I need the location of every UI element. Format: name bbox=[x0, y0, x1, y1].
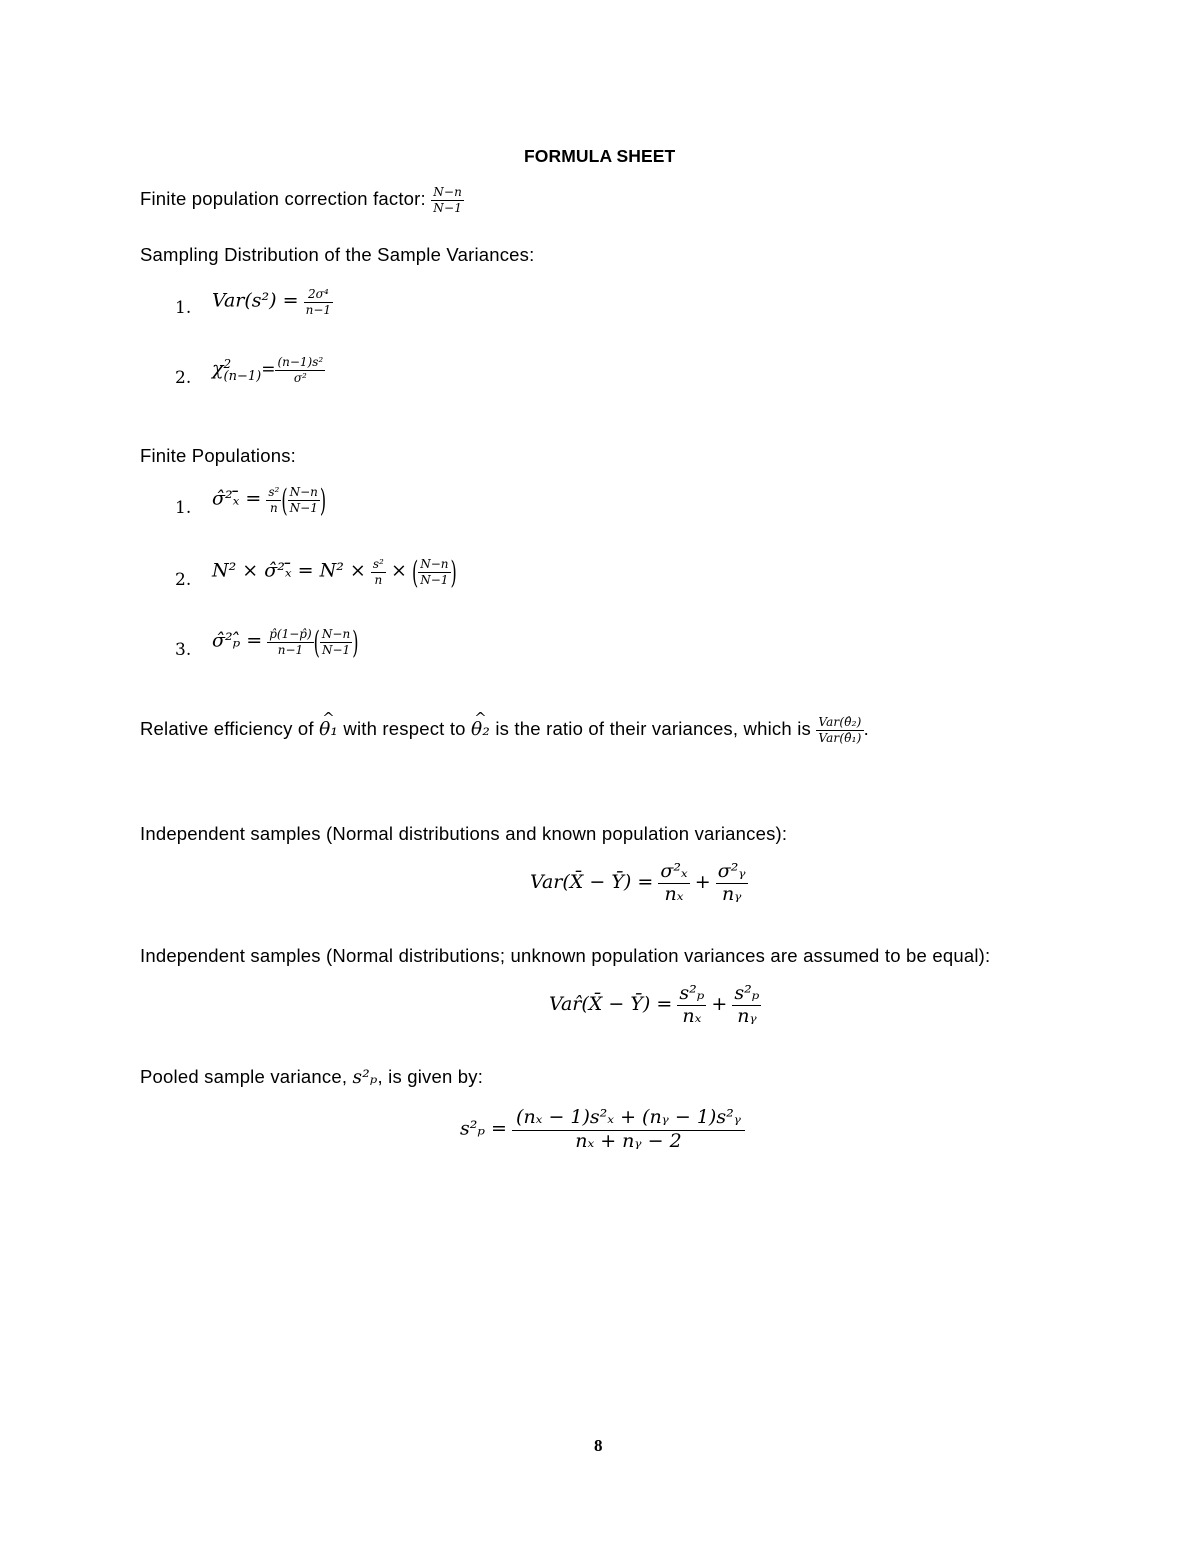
fraction-denominator: σ² bbox=[293, 370, 307, 385]
equals-sign: = bbox=[261, 359, 276, 380]
fraction-numerator: N−n bbox=[321, 627, 351, 641]
sampling-dist-heading: Sampling Distribution of the Sample Variances: bbox=[140, 244, 535, 265]
plus-sign: + bbox=[711, 992, 728, 1015]
sampling-item-1-formula bbox=[212, 288, 333, 316]
formula-lhs: Var(s²) = bbox=[212, 289, 299, 312]
formula-lhs: N² × σ̂²ₓ̄ = N² × bbox=[212, 559, 366, 582]
formula-fraction-2 bbox=[716, 862, 748, 905]
formula-lhs: Var̂(X̄ − Ȳ) = bbox=[549, 992, 673, 1015]
fraction-denominator: n bbox=[270, 500, 278, 515]
formula-lhs: s²ₚ = bbox=[460, 1117, 507, 1140]
times-sign: × bbox=[390, 559, 407, 582]
fraction-numerator: N−n bbox=[433, 185, 463, 199]
fraction-denominator: n−1 bbox=[277, 642, 304, 657]
theta-1-symbol: ^ θ₁ bbox=[319, 719, 338, 740]
fraction-denominator: N−1 bbox=[321, 642, 351, 657]
indep-known-formula bbox=[530, 862, 748, 905]
fraction-numerator: (nₓ − 1)s²ₓ + (nᵧ − 1)s²ᵧ bbox=[512, 1108, 745, 1131]
formula-fraction bbox=[275, 356, 325, 384]
chi-superscript: 2 bbox=[223, 356, 232, 371]
chi-symbol: χ bbox=[212, 357, 224, 380]
pooled-formula bbox=[460, 1108, 745, 1152]
right-paren: ) bbox=[319, 482, 327, 519]
fraction-numerator: s² bbox=[372, 557, 384, 571]
fraction-denominator: n−1 bbox=[305, 302, 332, 317]
sampling-item-1-number: 1. bbox=[175, 298, 192, 318]
formula-fraction bbox=[304, 288, 333, 316]
sampling-item-2-formula bbox=[212, 356, 325, 384]
fraction-denominator: n bbox=[374, 572, 383, 587]
fraction-numerator: (n−1)s² bbox=[277, 355, 324, 369]
indep-unknown-heading: Independent samples (Normal distributions; unknown population variances are assumed to be equal): bbox=[140, 945, 991, 966]
fraction-numerator: σ²ₓ bbox=[660, 860, 688, 882]
page-number: 8 bbox=[594, 1436, 603, 1455]
finite-item-2-formula bbox=[212, 554, 457, 591]
fraction-numerator: N−n bbox=[289, 485, 318, 499]
left-paren: ( bbox=[281, 482, 288, 519]
finite-correction-label: Finite population correction factor: bbox=[140, 187, 426, 209]
finite-correction-line bbox=[140, 186, 464, 214]
formula-fraction-2 bbox=[732, 984, 761, 1027]
fraction-denominator: nₓ bbox=[664, 882, 684, 905]
fraction-numerator: s²ₚ bbox=[734, 982, 760, 1004]
fraction-denominator: nᵧ bbox=[737, 1004, 757, 1027]
fraction-denominator: N−1 bbox=[289, 500, 318, 515]
fraction-numerator: 2σ⁴ bbox=[304, 288, 333, 303]
finite-item-1-number: 1. bbox=[175, 498, 192, 518]
pooled-symbol: s²ₚ bbox=[352, 1067, 378, 1088]
indep-known-heading: Independent samples (Normal distributions and known population variances): bbox=[140, 823, 788, 844]
fraction-denominator: nₓ bbox=[682, 1004, 702, 1027]
right-paren: ) bbox=[352, 624, 359, 661]
finite-item-3-number: 3. bbox=[175, 640, 192, 660]
pooled-text-2: , is given by: bbox=[377, 1066, 484, 1087]
finite-correction-fraction bbox=[431, 186, 464, 214]
fraction-numerator: s²ₚ bbox=[679, 982, 705, 1004]
formula-fraction-1 bbox=[677, 984, 706, 1027]
formula-fraction-1 bbox=[266, 486, 281, 514]
formula-fraction-2 bbox=[288, 486, 320, 514]
fraction-numerator: N−n bbox=[420, 557, 449, 571]
formula-lhs: σ̂²ₓ̄ = bbox=[212, 487, 262, 510]
indep-unknown-formula bbox=[549, 984, 761, 1027]
finite-pop-heading: Finite Populations: bbox=[140, 445, 297, 466]
fraction-numerator: s² bbox=[268, 485, 280, 499]
sampling-item-2-number: 2. bbox=[175, 368, 192, 388]
fraction-numerator: p̂(1−p̂) bbox=[269, 627, 312, 641]
formula-fraction-1 bbox=[658, 862, 689, 905]
formula-fraction-2 bbox=[320, 628, 352, 656]
pooled-heading bbox=[140, 1066, 483, 1088]
fraction-denominator: nᵧ bbox=[721, 882, 742, 905]
formula-fraction-1 bbox=[371, 558, 386, 586]
relative-eff-text-1: Relative efficiency of bbox=[140, 717, 320, 739]
theta-2-symbol: ^ θ₂ bbox=[471, 719, 490, 740]
formula-lhs: Var(X̄ − Ȳ) = bbox=[530, 870, 654, 893]
relative-eff-text-2: with respect to bbox=[338, 717, 472, 739]
formula-lhs: σ̂²ₚ̂ = bbox=[212, 629, 263, 652]
chi-scripts bbox=[224, 358, 262, 383]
fraction-denominator: N−1 bbox=[420, 572, 449, 587]
fraction-numerator: Var(θ̂₂) bbox=[818, 715, 862, 729]
relative-efficiency-line bbox=[140, 716, 869, 744]
left-paren: ( bbox=[313, 624, 320, 661]
fraction-denominator: Var(θ̂₁) bbox=[818, 730, 862, 745]
fraction-denominator: nₓ + nᵧ − 2 bbox=[575, 1129, 682, 1152]
finite-item-1-formula bbox=[212, 482, 327, 519]
pooled-text-1: Pooled sample variance, bbox=[140, 1066, 353, 1087]
right-paren: ) bbox=[450, 554, 457, 591]
fraction-numerator: σ²ᵧ bbox=[717, 860, 746, 882]
formula-fraction-1 bbox=[267, 628, 313, 656]
finite-item-3-formula bbox=[212, 624, 359, 661]
formula-fraction-2 bbox=[418, 558, 450, 586]
relative-eff-period: . bbox=[863, 717, 869, 739]
pooled-fraction bbox=[512, 1108, 745, 1152]
relative-eff-fraction bbox=[816, 716, 863, 744]
page-title: FORMULA SHEET bbox=[524, 146, 676, 166]
chi-subscript: (n−1) bbox=[223, 368, 262, 384]
left-paren: ( bbox=[411, 554, 419, 591]
plus-sign: + bbox=[694, 870, 711, 893]
finite-item-2-number: 2. bbox=[175, 570, 192, 590]
fraction-denominator: N−1 bbox=[433, 200, 463, 215]
relative-eff-text-3: is the ratio of their variances, which is bbox=[489, 717, 817, 739]
